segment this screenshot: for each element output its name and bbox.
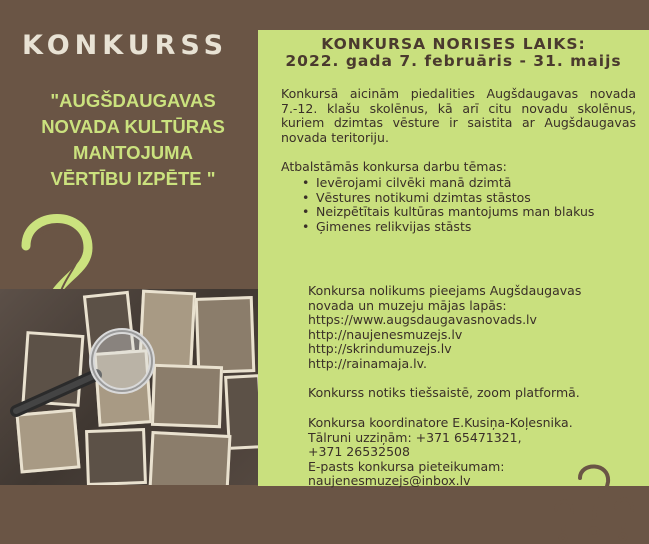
coordinator-text: Konkursa koordinatore E.Kusiņa-Koļesnika.: [308, 415, 573, 430]
list-item: • Neizpētītais kultūras mantojums man blakus: [302, 205, 594, 220]
online-note-text: Konkurss notiks tiešsaistē, zoom platformā.: [308, 385, 580, 400]
vintage-photo: [85, 428, 147, 485]
rules-block: [308, 284, 581, 372]
competition-subtitle: [18, 88, 248, 192]
contact-block: [308, 416, 573, 489]
online-note: [308, 386, 580, 401]
link[interactable]: https://www.augsdaugavasnovads.lv: [308, 312, 537, 328]
link[interactable]: http://naujenesmuzejs.lv: [308, 326, 463, 342]
photo-collage: [0, 289, 258, 485]
list-item: • Ievērojami cilvēki manā dzimtā: [302, 176, 594, 191]
question-marks-icon: [550, 462, 640, 544]
link[interactable]: http://skrindumuzejs.lv: [308, 341, 452, 357]
intro-paragraph: Konkursā aicinām piedalities Augšdaugavas novada 7.-12. klašu skolēnus, kā arī citu novadu skolēnus, kuriem dzimtas vēsture ir saistita ar Augšdaugavas novada teritoriju.: [281, 86, 636, 145]
list-item: • Vēstures notikumi dzimtas stāstos: [302, 191, 594, 206]
vintage-photo: [195, 296, 256, 374]
themes-list: [302, 176, 594, 234]
subtitle-line: MANTOJUMA: [73, 142, 193, 163]
konkurss-title: KONKURSS: [22, 30, 229, 61]
themes-title: Atbalstāmās konkursa darbu tēmas:: [281, 159, 507, 174]
magnifying-glass-icon: [4, 325, 164, 425]
link[interactable]: http://rainamaja.lv.: [308, 355, 427, 371]
list-item: • Ģimenes relikvijas stāsts: [302, 220, 594, 235]
subtitle-line: NOVADA KULTŪRAS: [41, 116, 225, 137]
email-link[interactable]: naujenesmuzejs@inbox.lv: [308, 473, 471, 489]
rules-line: novada un muzeju mājas lapās:: [308, 297, 507, 313]
period-heading-line1: KONKURSA NORISES LAIKS:: [321, 35, 586, 53]
subtitle-line: VĒRTĪBU IZPĒTE ": [50, 168, 216, 189]
period-heading-line2: 2022. gada 7. februāris - 31. maijs: [285, 52, 622, 70]
phone-line: +371 26532508: [308, 444, 410, 460]
email-label: E-pasts konkursa pieteikumam:: [308, 458, 505, 474]
subtitle-line: "AUGŠDAUGAVAS: [50, 90, 216, 111]
vintage-photo: [149, 431, 232, 485]
phone-line: Tālruni uzziņām: +371 65471321,: [308, 429, 522, 445]
rules-line: Konkursa nolikums pieejams Augšdaugavas: [308, 283, 582, 298]
